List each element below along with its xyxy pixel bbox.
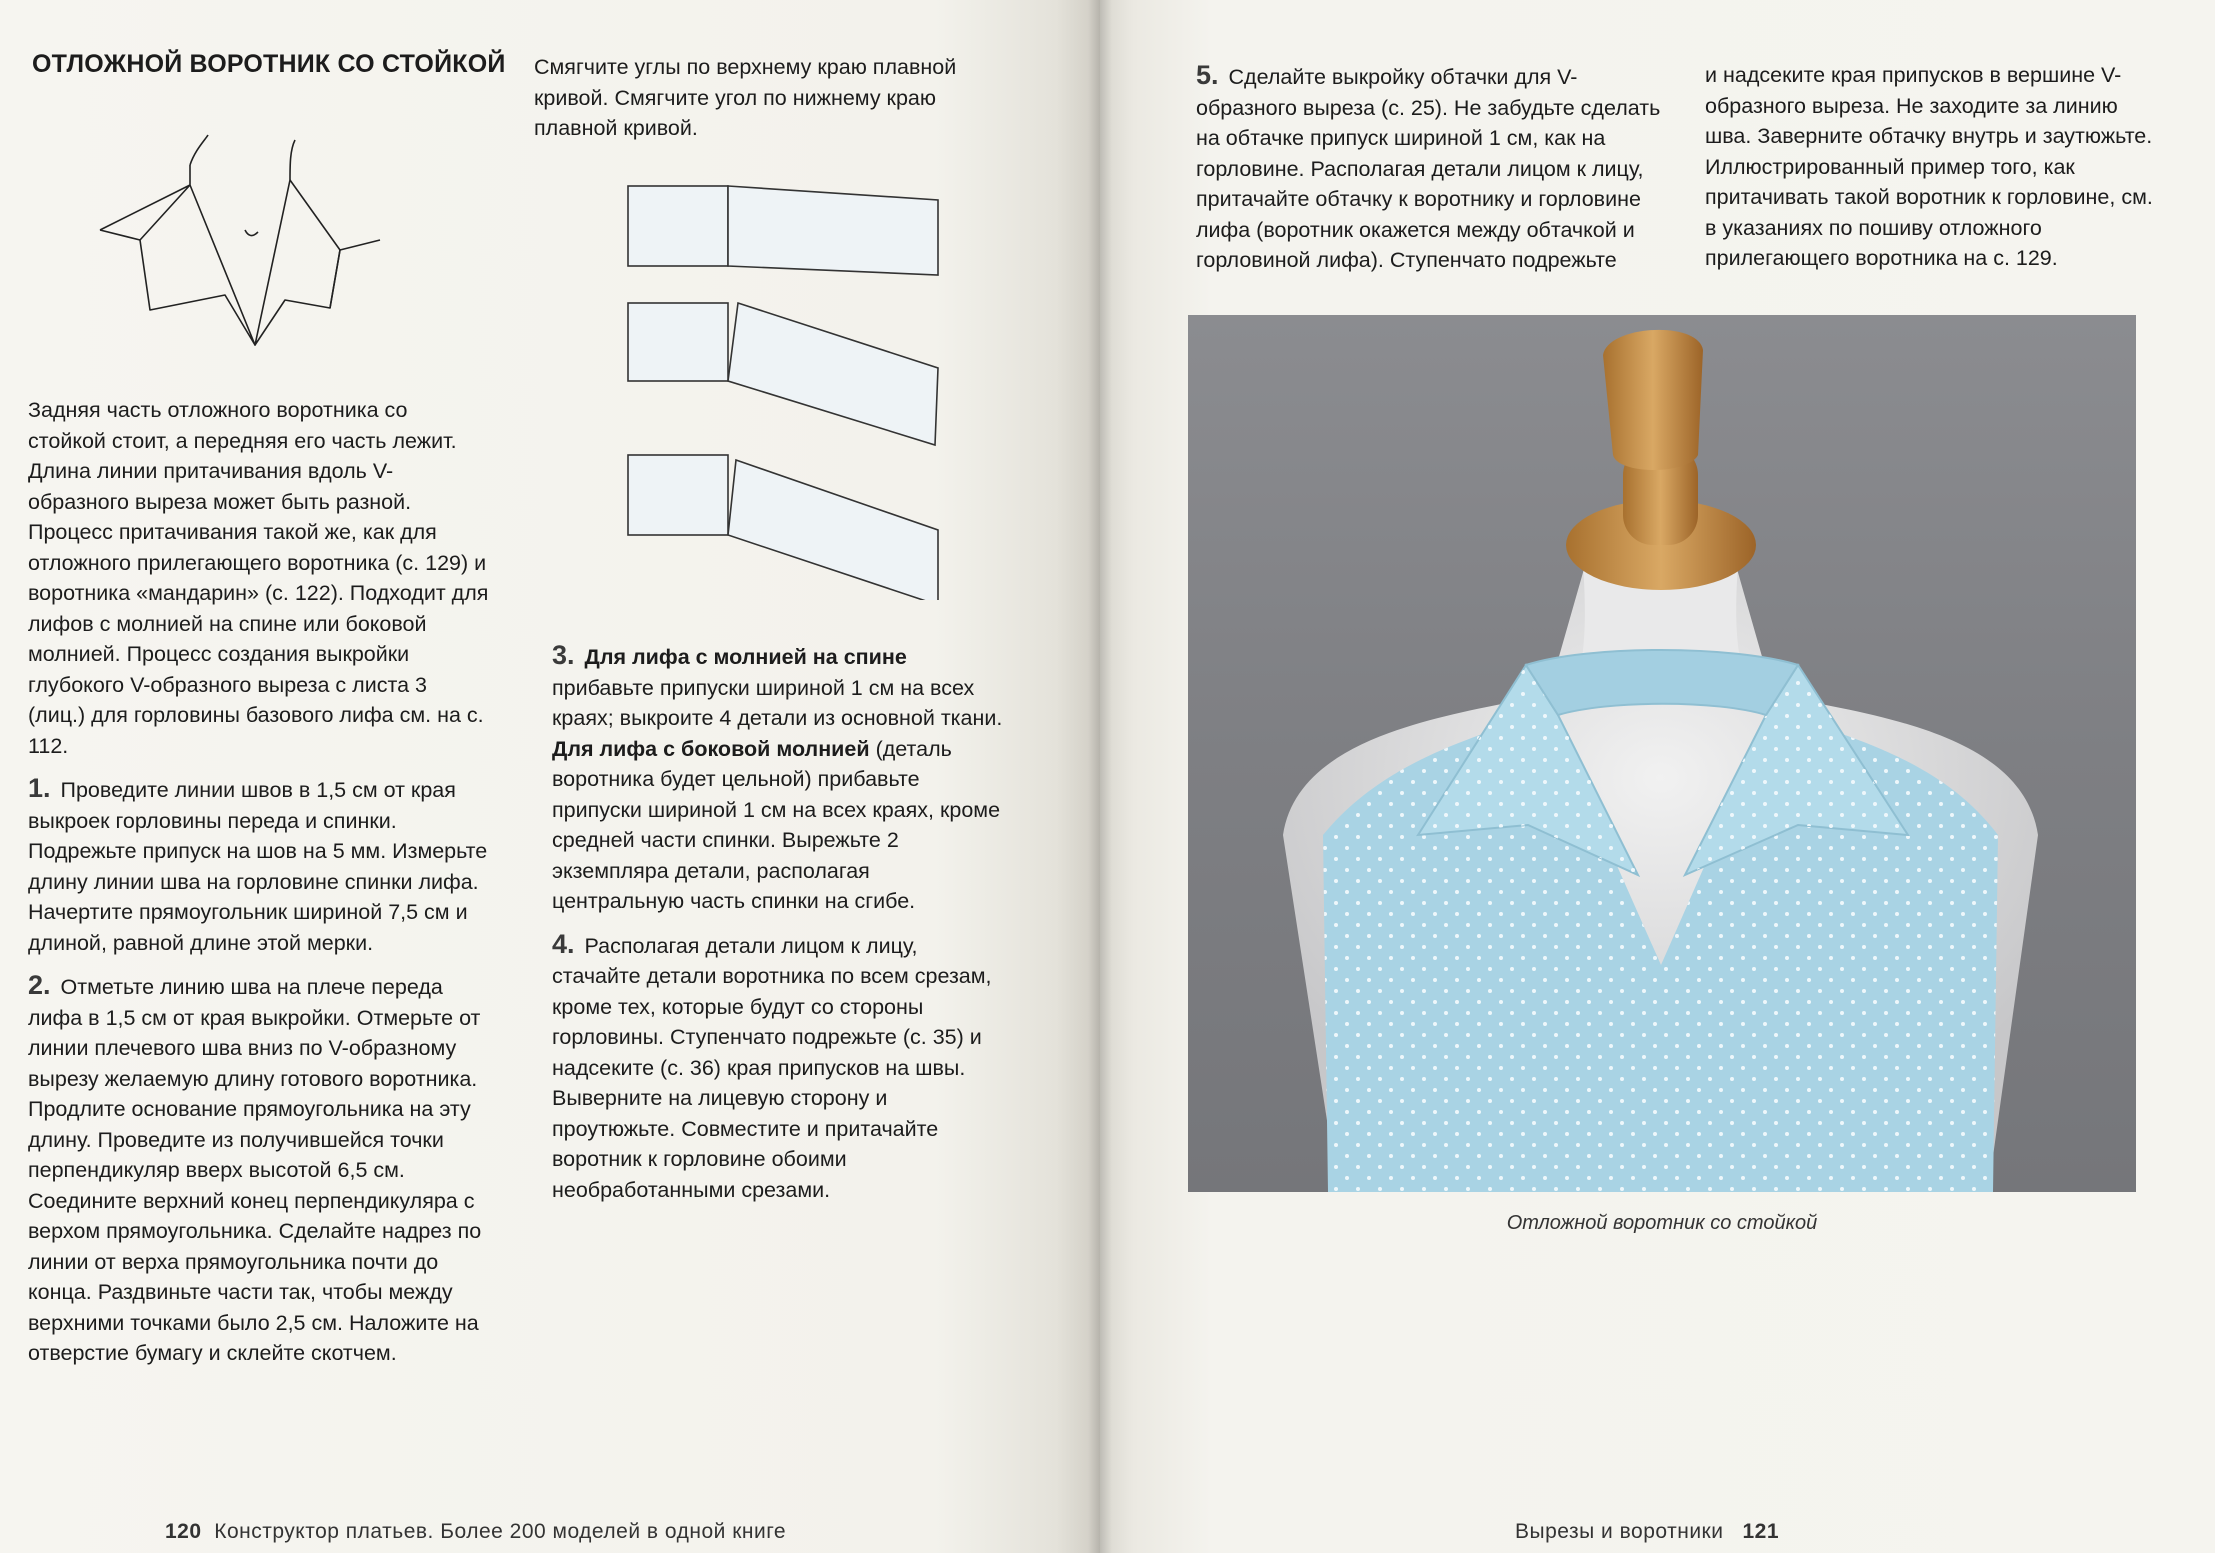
neck-dip xyxy=(245,230,258,236)
collar-sketch xyxy=(90,130,420,360)
step-3-number: 3. xyxy=(552,640,575,670)
step-2-number: 2. xyxy=(28,970,51,1000)
step-2 xyxy=(28,970,490,1369)
collar-right-edge xyxy=(340,240,380,250)
section-heading: ОТЛОЖНОЙ ВОРОТНИК СО СТОЙКОЙ xyxy=(32,50,506,78)
step-5-text-a: Сделайте выкройку обтачки для V-образного выреза (с. 25). Не забудьте сделать на обтачке припуск шириной 1 см, как на горловине. Располагая детали лицом к лицу, притачайте обтачку к воротнику и горловине лифа (воротник окажется между обтачкой и горловиной лифа). Ступенчато подрежьте xyxy=(1196,65,1661,272)
middle-column xyxy=(552,640,1004,1217)
step-3-bold-2: Для лифа с боковой молнией xyxy=(552,736,870,761)
mannequin-illustration xyxy=(1188,315,2136,1192)
shoulder-right xyxy=(330,250,340,308)
step-3-text-1: прибавьте припуски шириной 1 см на всех краях; выкроите 4 детали из основной ткани. xyxy=(552,675,1003,730)
step-5-number: 5. xyxy=(1196,60,1219,90)
neck-line-right xyxy=(290,140,295,180)
left-page-number: 120 xyxy=(165,1520,202,1543)
section-title: Вырезы и воротники xyxy=(1515,1520,1724,1543)
pattern-rect-3a xyxy=(628,455,728,535)
step-3 xyxy=(552,640,1004,917)
pattern-rect-2b xyxy=(728,303,938,445)
step-1-text: Проведите линии швов в 1,5 см от края выкроек горловины переда и спинки. Подрежьте припуск на шов на 5 мм. Измерьте длину линии шва на горловине спинки лифа. Начертите прямоугольник шириной 7,5 см и длиной, равной длине этой мерки. xyxy=(28,778,488,955)
collar-left-fold xyxy=(100,230,140,240)
mannequin-photo xyxy=(1188,315,2136,1192)
left-column xyxy=(28,395,490,1381)
step-1 xyxy=(28,773,490,958)
pattern-rect-3b xyxy=(728,460,938,600)
left-footer xyxy=(165,1520,786,1544)
pattern-rect-1a xyxy=(628,186,728,266)
intro-paragraph: Задняя часть отложного воротника со стойкой стоит, а передняя его часть лежит. Длина линии притачивания вдоль V-образного выреза может быть разной. Процесс притачивания такой же, как для отложного прилегающего воротника (с. 129) и воротника «мандарин» (с. 122). Подходит для лифов с молнией на спине или боковой молнией. Процесс создания выкройки глубокого V-образного выреза с листа 3 (лиц.) для горловины базового лифа см. на с. 112. xyxy=(28,398,489,758)
book-title: Конструктор платьев. Более 200 моделей в одной книге xyxy=(214,1520,787,1543)
photo-caption: Отложной воротник со стойкой xyxy=(1506,1212,1818,1234)
step2-continuation: Смягчите углы по верхнему краю плавной кривой. Смягчите угол по нижнему краю плавной кривой. xyxy=(534,55,957,140)
step-3-text-2: (деталь воротника будет цельной) прибавьте припуски шириной 1 см на всех краях, кроме средней части спинки. Вырежьте 2 экземпляра детали, располагая центральную часть спинки на сгибе. xyxy=(552,736,1001,913)
step-5 xyxy=(1196,60,1666,276)
book-gutter xyxy=(1088,0,1112,1553)
pattern-rect-1b xyxy=(728,186,938,275)
step-4 xyxy=(552,929,1004,1206)
left-page xyxy=(0,0,1100,1553)
right-column-1 xyxy=(1196,60,1666,288)
step-4-number: 4. xyxy=(552,928,575,959)
neck-line-left xyxy=(190,135,208,165)
right-footer xyxy=(1515,1520,1779,1544)
right-page-number: 121 xyxy=(1742,1520,1780,1543)
right-column-2 xyxy=(1705,60,2160,286)
step-3-bold-1: Для лифа с молнией на спине xyxy=(584,645,907,669)
step-2-text: Отметьте линию шва на плече переда лифа в 1,5 см от края выкройки. Отмерьте от линии плечевого шва вниз по V-образному вырезу желаемую длину готового воротника. Продлите основание прямоугольника на эту длину. Проведите из получившейся точки перпендикуляр вверх высотой 6,5 см. Соедините верхний конец перпендикуляра с верхом прямоугольника. Сделайте надрез по линии от верха прямоугольника почти до конца. Раздвиньте части так, чтобы между верхними точками было 2,5 см. Наложите на отверстие бумагу и склейте скотчем. xyxy=(28,975,482,1365)
step-1-number: 1. xyxy=(28,773,51,803)
step-5-continued: и надсеките края припусков в вершине V-образного выреза. Не заходите за линию шва. Заверните обтачку внутрь и заутюжьте. Иллюстрированный пример того, как притачивать такой воротник к горловине, см. в указаниях по пошиву отложного прилегающего воротника на с. 129. xyxy=(1705,63,2153,270)
right-page xyxy=(1100,0,2215,1553)
neck-knob xyxy=(1603,330,1703,470)
step-4-text: Располагая детали лицом к лицу, стачайте детали воротника по всем срезам, кроме тех, которые будут со стороны горловины. Ступенчато подрежьте (с. 35) и надсеките (с. 36) края припусков на швы. Выверните на лицевую сторону и проутюжьте. Совместите и притачайте воротник к горловине обоими необработанными срезами. xyxy=(552,933,992,1202)
pattern-rect-2a xyxy=(628,303,728,381)
pattern-diagrams xyxy=(620,180,950,600)
collar-left xyxy=(100,165,255,345)
collar-right xyxy=(255,180,340,345)
